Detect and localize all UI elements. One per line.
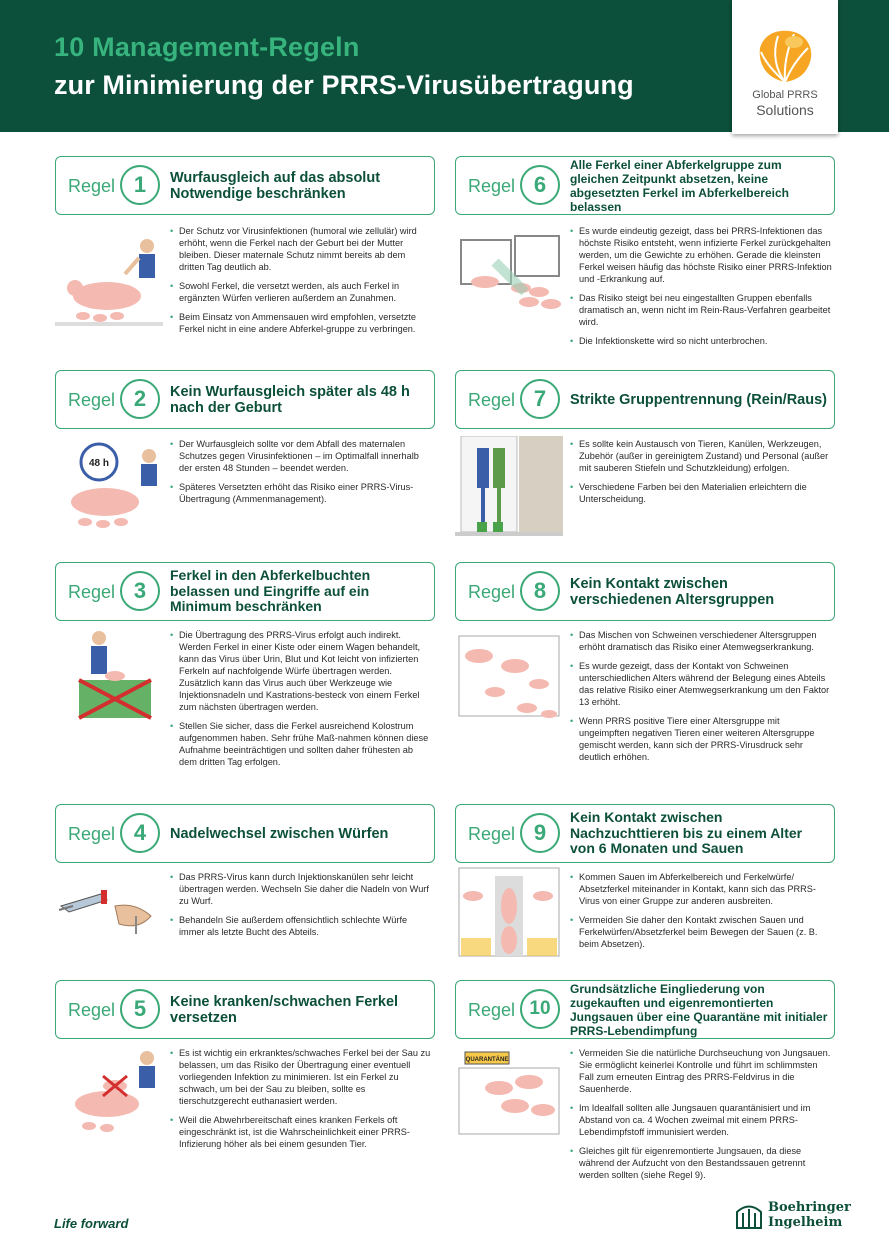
rule-bullet-list	[570, 871, 832, 957]
global-prrs-logo	[732, 0, 838, 134]
rule-bullet-list	[170, 438, 432, 512]
bullet-item: • Es ist wichtig ein erkranktes/schwaches Ferkel bei der Sau zu belassen, um das Risiko der Übertragung einer eventuell vorliegenden Infektion zu minimieren. Ist ein Ferkel zu schwach, um bei der Sau zu bleiben, sollte es tierschutzgerecht euthanasiert werden.	[170, 1047, 432, 1107]
company-name-line1: Boehringer	[768, 1200, 851, 1215]
rule-number-badge: 3	[120, 571, 160, 611]
rule-header-7	[455, 370, 835, 429]
rule-header-3	[55, 562, 435, 621]
bullet-item: • Es wurde eindeutig gezeigt, dass bei PRRS-Infektionen das höchste Risiko entsteht, wenn infizierte Ferkel zurückgehalten werden, um die Gewichte zu erhöhen. Gerade die kleinsten Ferkel weisen häufig das höchste Risiko einer PRRS-Infektion und -Erkrankung auf.	[570, 225, 832, 285]
bullet-item: • Beim Einsatz von Ammensauen wird empfohlen, versetzte Ferkel nicht in eine andere Abferkel-gruppe zu verbringen.	[170, 311, 432, 335]
quarantine-pen-illustration	[455, 1044, 563, 1154]
rule-title: Grundsätzliche Eingliederung von zugekauften und eigenremontierten Jungsauen über eine Quarantäne mit initialer PRRS-Lebendimpfung	[570, 981, 828, 1038]
bullet-item: • Behandeln Sie außerdem offensichtlich schlechte Würfe immer als letzte Bucht des Abteils.	[170, 914, 432, 938]
rule-title: Keine kranken/schwachen Ferkel versetzen	[170, 993, 399, 1026]
rule-header-8	[455, 562, 835, 621]
bullet-item: • Vermeiden Sie daher den Kontakt zwischen Sauen und Ferkelwürfen/Absetzferkel beim Bewegen der Sauen (z. B. beim Absetzen).	[570, 914, 832, 950]
rule-number-badge: 2	[120, 379, 160, 419]
rule-header-10	[455, 980, 835, 1039]
boehringer-ingelheim-logo	[734, 1200, 851, 1234]
quarantine-sign-label: QUARANTÄNE	[465, 1057, 509, 1063]
coveralls-and-boots-illustration	[455, 436, 563, 546]
rule-bullet-list	[170, 629, 432, 775]
piglets-leaving-pen-illustration	[455, 226, 563, 336]
footer-slogan: Life forward	[54, 1216, 129, 1231]
bullet-item: • Vermeiden Sie die natürliche Durchseuchung von Jungsauen. Sie ermöglicht keinerlei Kontrolle und führt im schlimmsten Fall zum erneuten Eintrag des PRRS-Feldvirus in die Sauenherde.	[570, 1047, 832, 1095]
rule-label: Regel	[68, 390, 116, 410]
page-title-line1: 10 Management-Regeln	[54, 32, 360, 62]
rule-header-2	[55, 370, 435, 429]
clock-label: 48 h	[88, 458, 110, 469]
bullet-item: • Die Übertragung des PRRS-Virus erfolgt auch indirekt. Werden Ferkel in einer Kiste oder einem Wagen behandelt, kann das Virus über Urin, Blut und Kot leicht von infizierten Ferkeln auf nachfolgende Würfe übertragen werden. Zusätzlich kann das Virus auch über Werkzeuge wie Injektionsnadeln und Kastrations-besteck von einem Ferkel zum nächsten übertragen werden.	[170, 629, 432, 713]
bullet-item: • Es sollte kein Austausch von Tieren, Kanülen, Werkzeugen, Zubehör (außer in gereinigtem Zustand) und Personal (außer mit sauberen Stiefeln und Schutzkleidung) erfolgen.	[570, 438, 832, 474]
rule-bullet-list	[570, 225, 832, 354]
bullet-item: • Späteres Versetzten erhöht das Risiko einer PRRS-Virus-Übertragung (Ammenmanagement).	[170, 481, 432, 505]
rule-title: Alle Ferkel einer Abferkelgruppe zum gleichen Zeitpunkt absetzen, keine abgesetzten Ferkel im Abferkelbereich belassen	[570, 157, 789, 214]
bullet-item: • Gleiches gilt für eigenremontierte Jungsauen, da diese während der Aufzucht von den Bestandssauen getrennt werden sollten (siehe Regel 9).	[570, 1145, 832, 1181]
bullet-item: • Das Risiko steigt bei neu eingestallten Gruppen ebenfalls dramatisch an, wenn nicht im Rein-Raus-Verfahren gearbeitet wird.	[570, 292, 832, 328]
rule-label: Regel	[68, 1000, 116, 1020]
logo-text-line1: Global PRRS	[752, 89, 818, 101]
rule-title: Ferkel in den Abferkelbuchten belassen und Eingriffe auf ein Minimum beschränken	[170, 567, 371, 615]
rule-label: Regel	[468, 176, 516, 196]
rule-header-6	[455, 156, 835, 215]
rule-number-badge: 8	[520, 571, 560, 611]
rule-bullet-list	[570, 438, 832, 512]
rule-bullet-list	[170, 871, 432, 945]
rule-bullet-list	[170, 225, 432, 342]
rule-label: Regel	[468, 390, 516, 410]
rule-title: Kein Wurfausgleich später als 48 h nach der Geburt	[170, 383, 410, 416]
company-name-line2: Ingelheim	[768, 1215, 843, 1230]
rule-header-1	[55, 156, 435, 215]
rule-number-badge: 6	[520, 165, 560, 205]
bullet-item: • Das Mischen von Schweinen verschiedener Altersgruppen erhöht dramatisch das Risiko einer Atemwegserkrankung.	[570, 629, 832, 653]
bullet-item: • Das PRRS-Virus kann durch Injektionskanülen sehr leicht übertragen werden. Wechseln Sie daher die Nadeln von Wurf zu Wurf.	[170, 871, 432, 907]
rule-number-badge: 10	[520, 989, 560, 1029]
bullet-item: • Der Schutz vor Virusinfektionen (humoral wie zellulär) wird erhöht, wenn die Ferkel nach der Geburt bei der Mutter bleiben. Dieser maternale Schutz nimmt bereits ab dem dritten Tag deutlich ab.	[170, 225, 432, 273]
bullet-item: • Der Wurfausgleich sollte vor dem Abfall des maternalen Schutzes gegen Virusinfektionen – im Optimalfall innerhalb der ersten 48 Stunden – beendet werden.	[170, 438, 432, 474]
rule-title: Nadelwechsel zwischen Würfen	[170, 825, 389, 842]
bullet-item: • Im Idealfall sollten alle Jungsauen quarantänisiert und im Abstand von ca. 4 Wochen zweimal mit einem PRRS-Lebendimpfstoff immunisiert werden.	[570, 1102, 832, 1138]
bullet-item: • Verschiedene Farben bei den Materialien erleichtern die Unterscheidung.	[570, 481, 832, 505]
rule-title: Wurfausgleich auf das absolut Notwendige beschränken	[170, 169, 381, 202]
bullet-item: • Wenn PRRS positive Tiere einer Altersgruppe mit ungeimpften negativen Tieren einer weiteren Altersgruppe gemischt werden, kann sich der PRRS-Virusdruck sehr deutlich erhöhen.	[570, 715, 832, 763]
sows-and-gilts-corridor-illustration	[455, 866, 563, 976]
rule-number-badge: 1	[120, 165, 160, 205]
bullet-item: • Sowohl Ferkel, die versetzt werden, als auch Ferkel in ergänzten Würfen verlieren außerdem an Zunahmen.	[170, 280, 432, 304]
sow-with-piglets-and-farmer-illustration	[55, 228, 163, 338]
bullet-item: • Die Infektionskette wird so nicht unterbrochen.	[570, 335, 832, 347]
shell-logo-icon	[754, 26, 816, 84]
rule-bullet-list	[170, 1047, 432, 1157]
bullet-item: • Stellen Sie sicher, dass die Ferkel ausreichend Kolostrum aufgenommen haben. Sehr frühe Maß-nahmen können diese Aufnahme beeinträchtigen und sollten daher frühesten ab dem dritten Tag erfolgen.	[170, 720, 432, 768]
piglet-crate-crossed-out-illustration	[55, 626, 163, 736]
rule-header-9	[455, 804, 835, 863]
rule-bullet-list	[570, 1047, 832, 1188]
rule-number-badge: 4	[120, 813, 160, 853]
rule-number-badge: 5	[120, 989, 160, 1029]
page-title-line2: zur Minimierung der PRRS-Virusübertragung	[54, 70, 634, 100]
rule-label: Regel	[68, 824, 116, 844]
boehringer-building-icon	[734, 1200, 764, 1230]
rule-label: Regel	[68, 176, 116, 196]
bullet-item: • Es wurde gezeigt, dass der Kontakt von Schweinen unterschiedlichen Alters während der Belegung eines Abteils das relative Risiko einer Atemwegserkrankung um den Faktor 13 erhöht.	[570, 660, 832, 708]
rule-title: Kein Kontakt zwischen Nachzuchttieren bis zu einem Alter von 6 Monaten und Sauen	[570, 809, 803, 857]
logo-text-line2: Solutions	[756, 102, 814, 118]
mixed-age-pigs-pens-illustration	[455, 626, 563, 736]
rule-label: Regel	[468, 824, 516, 844]
rule-number-badge: 9	[520, 813, 560, 853]
bullet-item: • Kommen Sauen im Abferkelbereich und Ferkelwürfe/ Absetzferkel miteinander in Kontakt, kann sich das PRRS-Virus von einer Gruppe zur anderen ausbreiten.	[570, 871, 832, 907]
syringe-needle-change-illustration	[55, 866, 163, 976]
rule-label: Regel	[468, 1000, 516, 1020]
sick-piglet-crossed-illustration	[55, 1044, 163, 1154]
rule-header-4	[55, 804, 435, 863]
rule-header-5	[55, 980, 435, 1039]
48h-clock-sow-illustration	[55, 436, 163, 546]
bullet-item: • Weil die Abwehrbereitschaft eines kranken Ferkels oft eingeschränkt ist, ist die Wahrscheinlichkeit einer PRRS-Infizierung höher als bei einem gesunden Tier.	[170, 1114, 432, 1150]
rule-bullet-list	[570, 629, 832, 770]
rule-number-badge: 7	[520, 379, 560, 419]
rule-title: Strikte Gruppentrennung (Rein/Raus)	[570, 391, 827, 408]
rule-label: Regel	[68, 582, 116, 602]
rule-label: Regel	[468, 582, 516, 602]
rule-title: Kein Kontakt zwischen verschiedenen Altersgruppen	[570, 575, 775, 608]
